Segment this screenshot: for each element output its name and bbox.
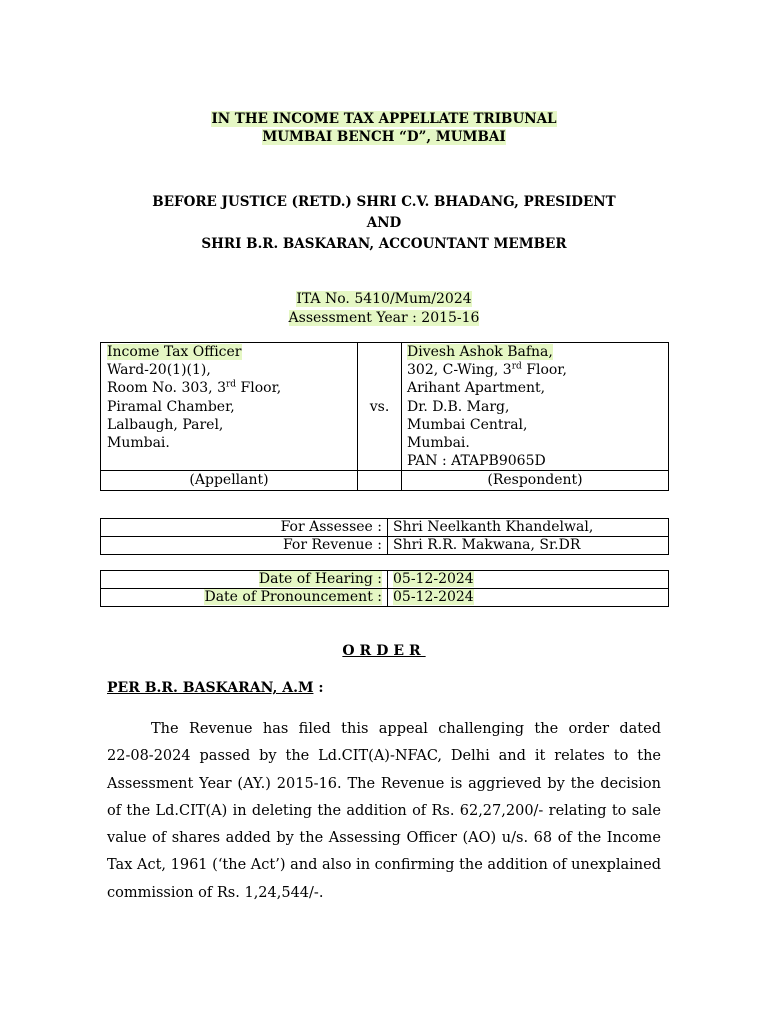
appellant-line4: Lalbaugh, Parel, [107, 416, 224, 433]
pronouncement-label: Date of Pronouncement : [204, 589, 382, 605]
assessee-row [101, 519, 669, 537]
hearing-label-cell [101, 571, 388, 589]
respondent-name: Divesh Ashok Bafna, [407, 344, 553, 360]
order-paragraph [107, 716, 661, 907]
respondent-line1-sup: rd [511, 361, 522, 372]
respondent-line5: Mumbai. [407, 435, 470, 452]
ita-number [0, 291, 768, 307]
per-suffix: : [313, 680, 324, 696]
appellant-role: (Appellant) [101, 471, 358, 490]
tribunal-title-text: IN THE INCOME TAX APPELLATE TRIBUNAL [211, 111, 557, 127]
paragraph-line: The Revenue has filed this appeal challenging the order dated [151, 721, 661, 737]
dates-table [100, 570, 669, 607]
paragraph-line: commission of Rs. 1,24,544/-. [107, 884, 324, 901]
pronouncement-row [101, 589, 669, 607]
paragraph-line: Tax Act, 1961 (‘the Act’) and also in confirming the addition of unexplained [107, 857, 661, 874]
hearing-value-cell [388, 571, 669, 589]
parties-table [100, 342, 669, 491]
appellant-line3: Piramal Chamber, [107, 398, 235, 415]
before-line: BEFORE JUSTICE (RETD.) SHRI C.V. BHADANG, PRESIDENT [152, 194, 616, 210]
per-author: PER B.R. BASKARAN, A.M [107, 680, 314, 696]
pronouncement-value: 05-12-2024 [393, 589, 474, 605]
respondent-line3: Dr. D.B. Marg, [407, 398, 510, 415]
appellant-line1: Ward-20(1)(1), [107, 362, 211, 379]
bench-title [0, 129, 768, 145]
respondent-role: (Respondent) [402, 471, 669, 490]
pronouncement-value-cell [388, 589, 669, 607]
hearing-row [101, 571, 669, 589]
respondent-line2: Arihant Apartment, [407, 380, 546, 397]
appellant-line2-pre: Room No. 303, 3 [107, 380, 226, 397]
appellant-line5: Mumbai. [107, 435, 170, 452]
member-line: SHRI B.R. BASKARAN, ACCOUNTANT MEMBER [201, 236, 567, 252]
vs-cell: vs. [358, 343, 402, 471]
paragraph-line: value of shares added by the Assessing Officer (AO) u/s. 68 of the Income [107, 830, 661, 847]
roles-divider-cell [358, 471, 402, 490]
revenue-value: Shri R.R. Makwana, Sr.DR [388, 537, 669, 555]
paragraph-line: Assessment Year (AY.) 2015-16. The Revenue is aggrieved by the decision [107, 775, 661, 792]
revenue-row [101, 537, 669, 555]
respondent-line1-pre: 302, C-Wing, 3 [407, 362, 512, 379]
respondent-line1 [407, 362, 567, 378]
assessment-year-text: Assessment Year : 2015-16 [288, 310, 480, 326]
paragraph-line: 22-08-2024 passed by the Ld.CIT(A)-NFAC, Delhi and it relates to the [107, 748, 661, 765]
assessment-year [0, 310, 768, 326]
bench-title-text: MUMBAI BENCH “D”, MUMBAI [262, 129, 506, 145]
paragraph-line: of the Ld.CIT(A) in deleting the addition of Rs. 62,27,200/- relating to sale [107, 802, 661, 819]
pronouncement-label-cell [101, 589, 388, 607]
parties-row [101, 343, 669, 471]
order-heading: ORDER [342, 643, 426, 659]
respondent-line1-post: Floor, [521, 362, 567, 379]
respondent-line4: Mumbai Central, [407, 416, 528, 433]
ita-number-text: ITA No. 5410/Mum/2024 [296, 291, 472, 307]
and-line: AND [366, 215, 402, 231]
assessee-label: For Assessee : [101, 519, 388, 537]
hearing-value: 05-12-2024 [393, 571, 474, 587]
representation-table [100, 518, 669, 555]
appellant-cell [101, 343, 358, 471]
respondent-cell [402, 343, 669, 471]
per-line [107, 680, 324, 696]
hearing-label: Date of Hearing : [258, 571, 382, 587]
roles-row [101, 471, 669, 490]
appellant-line2-sup: rd [226, 379, 237, 390]
assessee-value: Shri Neelkanth Khandelwal, [388, 519, 669, 537]
appellant-line2-post: Floor, [236, 380, 282, 397]
appellant-name: Income Tax Officer [107, 344, 242, 360]
tribunal-title [0, 111, 768, 127]
respondent-pan: PAN : ATAPB9065D [407, 453, 546, 470]
appellant-line2 [107, 380, 281, 396]
revenue-label: For Revenue : [101, 537, 388, 555]
